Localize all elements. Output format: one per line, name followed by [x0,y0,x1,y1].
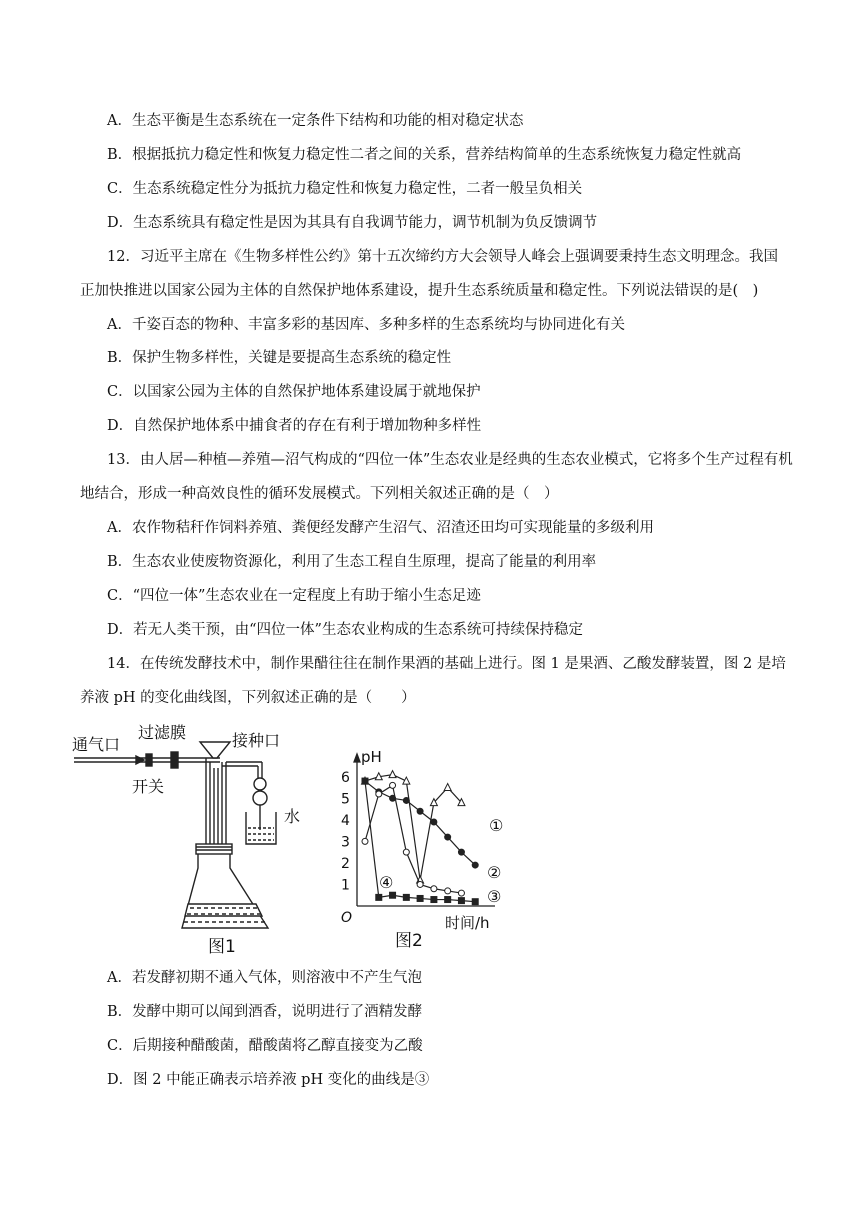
series-2-point [403,797,409,803]
y-tick-label: 2 [341,855,350,872]
filter-membrane-label: 过滤膜 [138,723,187,742]
series-4-point [417,895,423,901]
switch-label: 开关 [132,777,165,796]
series-2-point [445,834,451,840]
q14-option-b: B．发酵中期可以闻到酒香，说明进行了酒精发酵 [107,1004,423,1020]
y-tick-label: 6 [341,769,350,786]
q11-option-b: B．根据抵抗力稳定性和恢复力稳定性二者之间的关系，营养结构简单的生态系统恢复力稳定性就高 [107,147,742,163]
series-4-point [390,892,396,898]
series-3-point [417,881,423,887]
q13-option-d: D．若无人类干预，由“四位一体”生态农业构成的生态系统可持续保持稳定 [107,622,583,638]
vent-arrow [136,756,144,764]
series-3-point [431,886,437,892]
y-tick-label: 3 [341,834,350,851]
q12-option-d: D．自然保护地体系中捕食者的存在有利于增加物种多样性 [107,418,482,434]
curve-label-1: ① [489,816,504,835]
series-3-point [390,782,396,788]
q12-stem-line1: 12．习近平主席在《生物多样性公约》第十五次缔约方大会领导人峰会上强调要秉持生态文明理念。我国 [107,249,778,265]
q14-stem-line2: 养液 pH 的变化曲线图，下列叙述正确的是（ ） [80,690,416,706]
series-4-point [403,894,409,900]
y-axis-label: pH [361,748,382,766]
q12-option-a: A．千姿百态的物种、丰富多彩的基因库、多种多样的生态系统均与协同进化有关 [107,317,625,333]
switch-clamp [146,754,152,766]
q11-option-a: A．生态平衡是生态系统在一定条件下结构和功能的相对稳定状态 [107,113,524,129]
q13-option-b: B．生态农业使废物资源化，利用了生态工程自生原理，提高了能量的利用率 [107,554,597,570]
series-3-point [458,890,464,896]
series-4-point [445,897,451,903]
series-3-point [362,838,368,844]
q12-option-c: C．以国家公园为主体的自然保护地体系建设属于就地保护 [107,384,481,400]
q13-stem-line2: 地结合，形成一种高效良性的循环发展模式。下列相关叙述正确的是（ ） [80,486,559,502]
inoculation-funnel [200,742,230,758]
series-2-point [431,819,437,825]
series-4-point [431,897,437,903]
series-3-point [403,849,409,855]
series-4-point [376,894,382,900]
q14-option-c: C．后期接种醋酸菌，醋酸菌将乙醇直接变为乙酸 [107,1038,423,1054]
water-label: 水 [284,807,301,826]
q13-option-c: C．“四位一体”生态农业在一定程度上有助于缩小生态足迹 [107,588,481,604]
figure1-caption: 图1 [208,937,236,957]
series-4-point [362,778,368,784]
q13-stem-line1: 13．由人居—种植—养殖—沼气构成的“四位一体”生态农业是经典的生态农业模式，它将多个生产过程有机 [107,452,793,468]
series-2-point [458,849,464,855]
curve-label-4: ④ [379,873,394,892]
y-tick-label: 1 [341,877,350,894]
fermentation-apparatus-figure [72,718,342,958]
series-3-point [445,888,451,894]
series-1-point [389,771,396,778]
q11-option-c: C．生态系统稳定性分为抵抗力稳定性和恢复力稳定性，二者一般呈负相关 [107,181,583,197]
series-2-point [472,862,478,868]
q12-stem-line2: 正加快推进以国家公园为主体的自然保护地体系建设，提升生态系统质量和稳定性。下列说法错误的是( ) [80,283,759,299]
inoculation-port-label: 接种口 [232,731,281,750]
q14-stem-line1: 14．在传统发酵技术中，制作果醋往往在制作果酒的基础上进行。图 1 是果酒、乙酸发酵装置，图 2 是培 [107,656,786,672]
y-tick-label: 5 [341,791,350,808]
curve-label-3: ③ [487,887,502,906]
q14-option-d: D．图 2 中能正确表示培养液 pH 变化的曲线是③ [107,1072,430,1088]
q13-option-a: A．农作物秸秆作饲料养殖、粪便经发酵产生沼气、沼渣还田均可实现能量的多级利用 [107,520,654,536]
q12-option-b: B．保护生物多样性，关键是要提高生态系统的稳定性 [107,350,452,366]
y-tick-label: 4 [341,812,350,829]
x-axis-label: 时间/h [445,914,490,932]
series-3-point [376,791,382,797]
vent-label: 通气口 [72,735,121,754]
q11-option-d: D．生态系统具有稳定性是因为其具有自我调节能力，调节机制为负反馈调节 [107,215,598,231]
series-4-point [472,899,478,905]
ph-chart-figure [335,730,525,958]
figure2-caption: 图2 [395,931,423,951]
series-4-point [458,898,464,904]
series-1-point [444,784,451,791]
q14-option-a: A．若发酵初期不通入气体，则溶液中不产生气泡 [107,970,422,986]
curve-label-2: ② [487,863,502,882]
filter-membrane [171,752,178,768]
series-2-point [417,808,423,814]
origin-label: O [341,910,353,926]
